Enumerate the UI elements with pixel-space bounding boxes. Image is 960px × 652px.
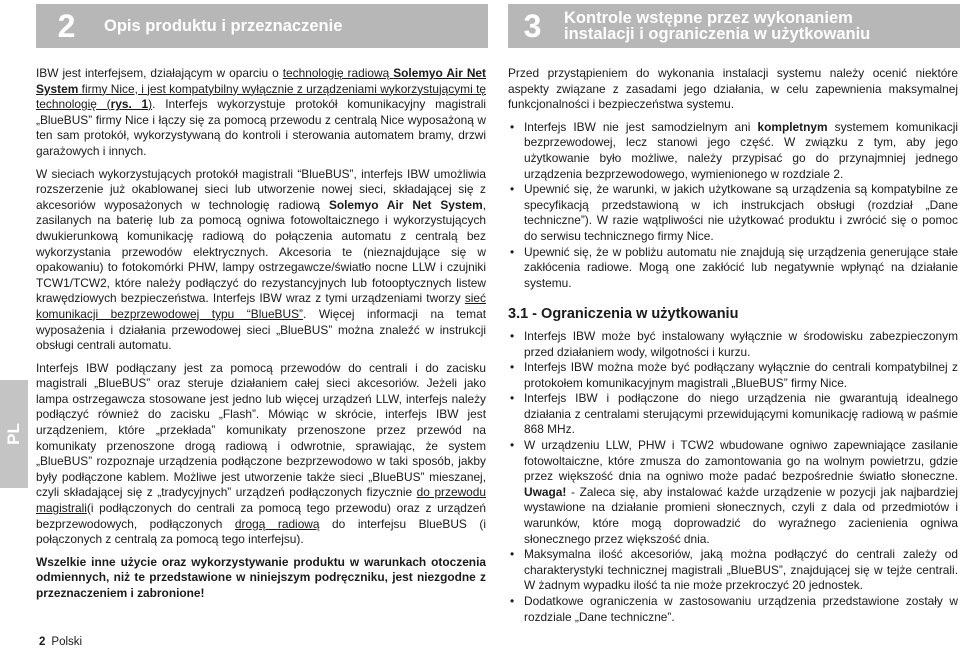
section-number: 3 (523, 7, 541, 44)
page-number: 2 (39, 636, 46, 648)
list-item: • Interfejs IBW i podłączone do niego urządzenia nie gwarantują idealnego działania z centralami sterującymi przewidującymi komunikację radiową w paśmie 868 MHz. (508, 391, 958, 438)
right-column (508, 66, 958, 625)
subsection-title: 3.1 - Ograniczenia w użytkowaniu (508, 306, 739, 323)
limitations-list (508, 329, 958, 625)
section-header-3 (508, 4, 960, 48)
list-item: • Interfejs IBW można może być podłączany wyłącznie do centrali kompatybilnej z protokołem komunikacyjnym magistrali „BlueBUS” firmy Nice. (508, 360, 958, 391)
paragraph-connection: Interfejs IBW podłączany jest za pomocą przewodów do centrali i do zacisku magistrali „BlueBUS” oraz steruje działaniem całej sieci akcesoriów. Jeżeli jako lampa ostrzegawcza stosowane jest jedno lub więcej urządzeń LLW, interfejs należy podłączyć również do zacisku „Flash”. Mówiąc w skrócie, interfejs IBW jest urządzeniem, które „przekłada” komunikaty przenoszone przez przewód na komunikaty przenoszone drogą radiową i odwrotnie, sprawiając, że system „BlueBUS” rozpoznaje urządzenia podłączone bezprzewodowo w taki sposób, jakby były podłączone kablem. Możliwe jest utworzenie także sieci „BlueBUS” mieszanej, czyli składającej się z „tradycyjnych” urządzeń podłączonych fizycznie do przewodu magistrali(i podłączonych do centrali za pomocą tego przewodu) oraz z urządzeń bezprzewodowych, podłączonych drogą radiową do interfejsu BlueBUS (i połączonych z centralą za pomocą tego interfejsu). (36, 360, 486, 547)
footer-language: Polski (51, 636, 83, 648)
left-column (36, 66, 486, 609)
list-item: • Interfejs IBW nie jest samodzielnym ani kompletnym systemem komunikacji bezprzewodowej, lecz stanowi jego część. W związku z tym, aby jego użytkowanie było możliwe, należy przypisać go do przynajmniej jednego urządzenia bezprzewodowego, wymienionego w rozdziale 2. (508, 120, 958, 182)
list-item: • Maksymalna ilość akcesoriów, jaką można podłączyć do centrali zależy od charakterystyki technicznej magistrali „BlueBUS”, znajdującej się w tejże centrali. W żadnym wypadku ilość ta nie może przekroczyć 20 jednostek. (508, 547, 958, 594)
list-item: • Interfejs IBW może być instalowany wyłącznie w środowisku zabezpieczonym przed działaniem wody, wilgotności i kurzu. (508, 329, 958, 360)
list-item: • Upewnić się, że w pobliżu automatu nie znajdują się urządzenia generujące stałe zakłócenia radiowe. Mogą one zakłócić lub negatywnie wpłynąć na działanie systemu. (508, 245, 958, 292)
page-footer (39, 636, 82, 648)
list-item: • W urządzeniu LLW, PHW i TCW2 wbudowane ogniwo zapewniające zasilanie fotowoltaiczne, które zmusza do zamontowania go na wolnym powietrzu, gdzie przez większość dnia na ogniwo może padać bezpośrednie światło słoneczne. Uwaga! - Zaleca się, aby instalować każde urządzenie w pozycji jak najbardziej wystawione na działanie promieni słonecznych, czyli z dala od przedmiotów i warunków, które mogą doprowadzić do wyraźnego zacienienia ogniwa słonecznego przez większość dnia. (508, 438, 958, 547)
checks-list (508, 120, 958, 292)
list-item: • Dodatkowe ograniczenia w zastosowaniu urządzenia przedstawione zostały w rozdziale „Dane techniczne”. (508, 594, 958, 625)
section-title-line1: Kontrole wstępne przez wykonaniem (564, 9, 853, 27)
paragraph-intro: Przed przystąpieniem do wykonania instalacji systemu należy ocenić niektóre aspekty związane z zasadami jego działania, w celu zapewnienia maksymalnej funkcjonalności i bezpieczeństwa systemu. (508, 66, 958, 112)
paragraph-warning: Wszelkie inne użycie oraz wykorzystywanie produktu w warunkach otoczenia odmiennych, niż te przedstawione w niniejszym podręczniku, jest niezgodne z przeznaczeniem i zabronione! (36, 554, 486, 600)
list-item: • Upewnić się, że warunki, w jakich użytkowane są urządzenia są kompatybilne ze specyfikacją przedstawioną w ich instrukcjach obsługi (rozdział „Dane techniczne”). W razie wątpliwości nie użytkować produktu i zwrócić się o pomoc do serwisu technicznego firmy Nice. (508, 182, 958, 244)
paragraph-network: W sieciach wykorzystujących protokół magistrali “BlueBUS”, interfejs IBW umożliwia rozszerzenie już okablowanej sieci lub utworzenie nowej sieci, składającej się z akcesoriów wyposażonych w technologię radiową Solemyo Air Net System, zasilanych na baterię lub za pomocą ogniwa fotowoltaicznego i wykorzystujących dwukierunkową komunikację radiową do połączenia automatu z centralą bez wykorzystania przewodów elektrycznych. Akcesoria te (nieznajdujące się w opakowaniu) to fotokomórki PHW, lampy ostrzegawcze/światło nocne LLW i czujniki TCW1/TCW2, które należy podłączyć do rezystancyjnych lub fotooptycznych listew krawędziowych bezpieczeństwa. Interfejs IBW wraz z tymi urządzeniami tworzy sieć komunikacji bezprzewodowej typu “BlueBUS”. Więcej informacji na temat wyposażenia i działania przewodowej sieci „BlueBUS” można znaleźć w instrukcji obsługi centrali automatu. (36, 166, 486, 353)
language-code: PL (3, 423, 23, 445)
section-title-line2: instalacji i ograniczenia w użytkowaniu (564, 25, 871, 43)
language-tab (0, 380, 28, 488)
section-number: 2 (57, 7, 75, 44)
paragraph-intro: IBW jest interfejsem, działającym w oparciu o technologię radiową Solemyo Air Net System firmy Nice, i jest kompatybilny wyłącznie z urządzeniami wykorzystującymi tę technologię (rys. 1). Interfejs wykorzystuje protokół komunikacyjny magistrali „BlueBUS” firmy Nice i łączy się za pomocą przewodu z centralą Nice wyposażoną w ten sam protokół, wykorzystywaną do kontroli i sterowania automatem bramy, drzwi garażowych i innych. (36, 66, 486, 158)
section-title: Opis produktu i przeznaczenie (104, 17, 343, 35)
section-title (556, 10, 870, 42)
section-header-2 (36, 4, 488, 48)
